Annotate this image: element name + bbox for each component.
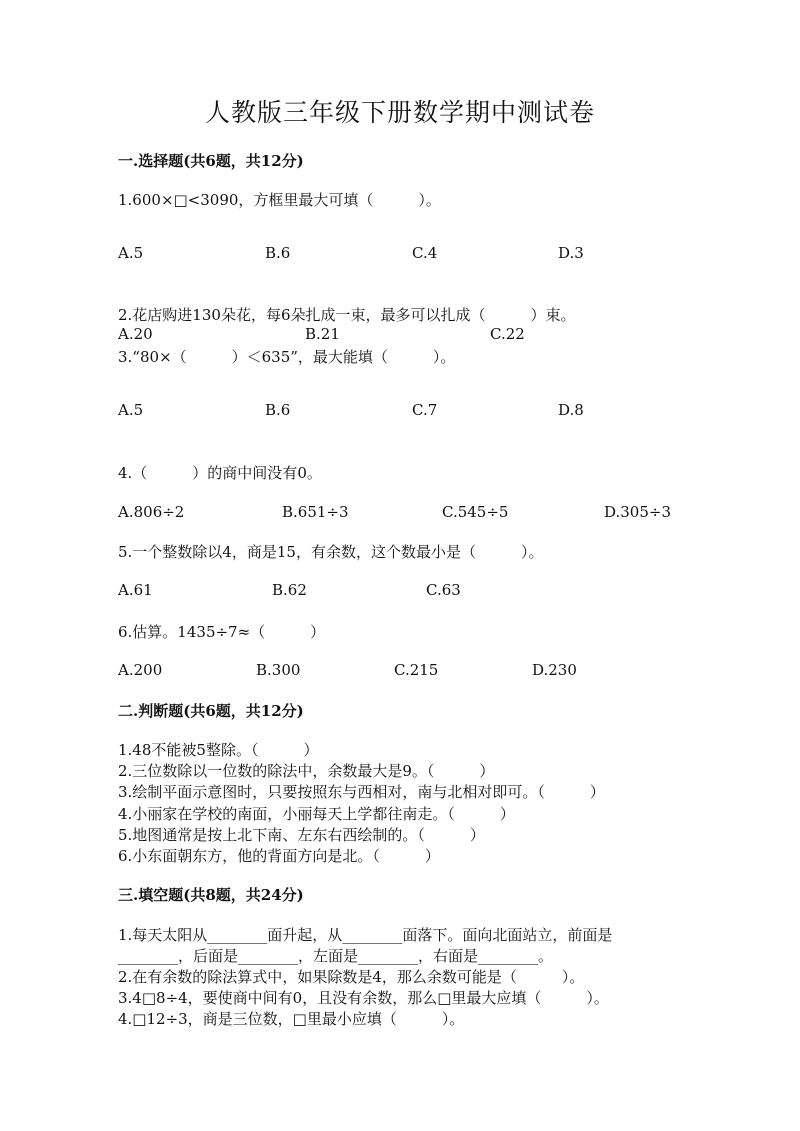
option-b: B.300	[256, 661, 301, 679]
option-c: C.545÷5	[442, 503, 509, 521]
section-heading-fill-blank: 三.填空题(共8题，共24分)	[118, 886, 304, 904]
option-d: D.305÷3	[604, 503, 672, 521]
section-heading-choice: 一.选择题(共6题，共12分)	[118, 152, 304, 170]
question-1: 1.600×□<3090，方框里最大可填（ ）。	[118, 191, 441, 209]
option-b: B.62	[272, 581, 307, 599]
option-b: B.21	[305, 325, 340, 343]
option-a: A.5	[118, 244, 144, 262]
option-c: C.63	[426, 581, 461, 599]
question-3: 3.“80×（ ）＜635”，最大能填（ ）。	[118, 348, 456, 366]
option-b: B.651÷3	[282, 503, 349, 521]
judgment-item: 4.小丽家在学校的南面，小丽每天上学都往南走。（ ）	[118, 805, 515, 823]
option-c: C.215	[394, 661, 439, 679]
judgment-item: 2.三位数除以一位数的除法中，余数最大是9。（ ）	[118, 762, 495, 780]
question-4: 4.（ ）的商中间没有0。	[118, 464, 322, 482]
option-d: D.8	[558, 401, 584, 419]
fill-blank-item: 1.每天太阳从________面升起，从________面落下。面向北面站立，前面是	[118, 926, 613, 944]
option-b: B.6	[265, 401, 291, 419]
fill-blank-item: 3.4□8÷4，要使商中间有0，且没有余数，那么□里最大应填（ ）。	[118, 989, 609, 1007]
option-c: C.7	[412, 401, 438, 419]
option-c: C.4	[412, 244, 438, 262]
option-d: D.3	[558, 244, 584, 262]
question-2: 2.花店购进130朵花，每6朵扎成一束，最多可以扎成（ ）束。	[118, 306, 576, 324]
option-a: A.200	[118, 661, 163, 679]
judgment-item: 6.小东面朝东方，他的背面方向是北。（ ）	[118, 847, 440, 865]
section-heading-judgment: 二.判断题(共6题，共12分)	[118, 702, 304, 720]
fill-blank-item: 2.在有余数的除法算式中，如果除数是4，那么余数可能是（ ）。	[118, 968, 585, 986]
judgment-item: 5.地图通常是按上北下南、左东右西绘制的。（ ）	[118, 826, 485, 844]
option-a: A.61	[118, 581, 153, 599]
fill-blank-item-continued: ________，后面是________，左面是________，右面是________。	[118, 947, 554, 965]
option-c: C.22	[490, 325, 525, 343]
fill-blank-item: 4.□12÷3，商是三位数，□里最小应填（ ）。	[118, 1010, 465, 1028]
option-a: A.20	[118, 325, 153, 343]
question-5: 5.一个整数除以4，商是15，有余数，这个数最小是（ ）。	[118, 543, 544, 561]
judgment-item: 3.绘制平面示意图时，只要按照东与西相对，南与北相对即可。（ ）	[118, 783, 605, 801]
judgment-item: 1.48不能被5整除。（ ）	[118, 741, 319, 759]
option-d: D.230	[532, 661, 577, 679]
question-6: 6.估算。1435÷7≈（ ）	[118, 623, 326, 641]
option-b: B.6	[265, 244, 291, 262]
option-a: A.5	[118, 401, 144, 419]
page-title: 人教版三年级下册数学期中测试卷	[204, 98, 595, 127]
option-a: A.806÷2	[118, 503, 185, 521]
